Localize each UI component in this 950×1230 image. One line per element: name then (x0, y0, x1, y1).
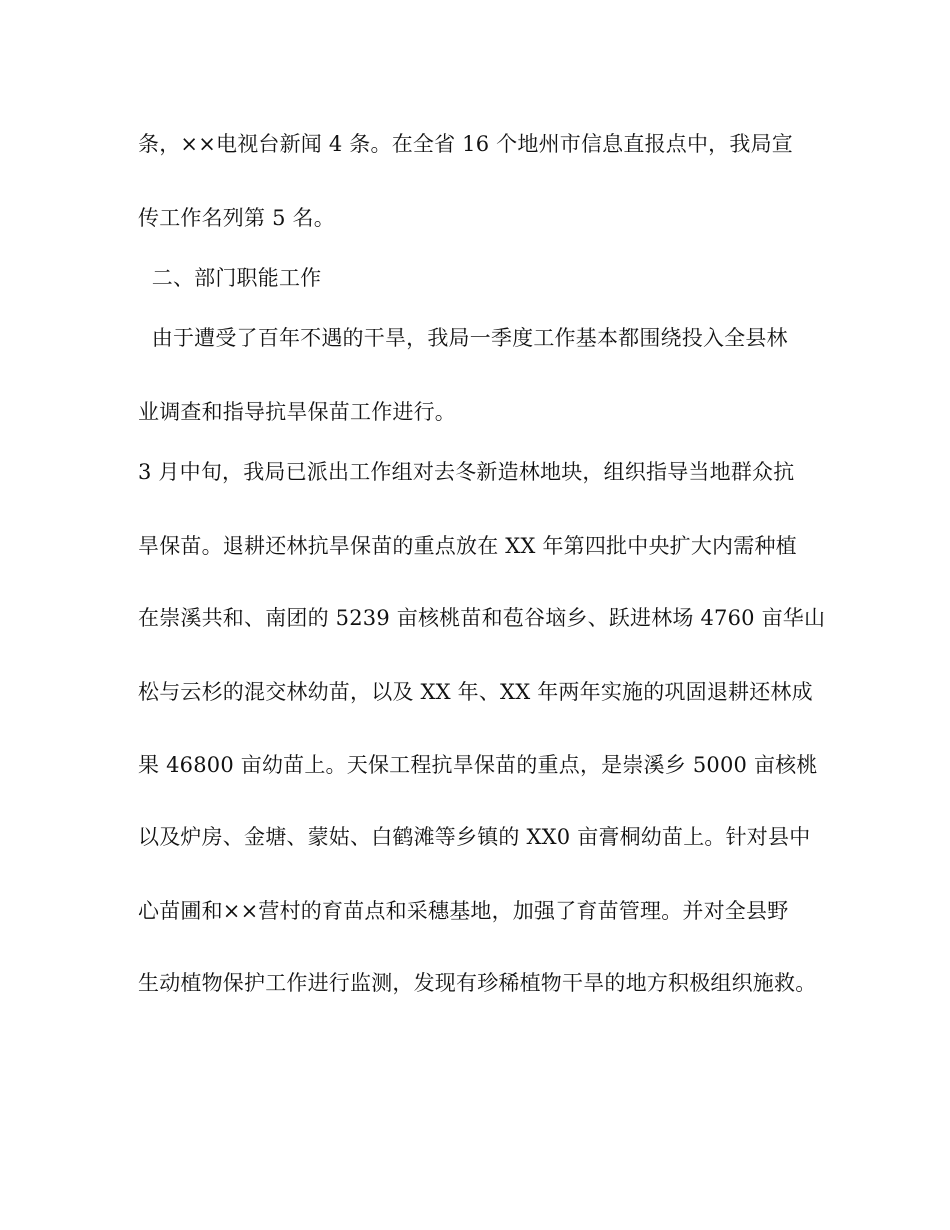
text-line: 生动植物保护工作进行监测，发现有珍稀植物干旱的地方积极组织施救。 (138, 971, 817, 995)
text-line: 果 46800 亩幼苗上。天保工程抗旱保苗的重点，是崇溪乡 5000 亩核桃 (138, 753, 818, 777)
text-line: 旱保苗。退耕还林抗旱保苗的重点放在 XX 年第四批中央扩大内需种植 (138, 534, 797, 558)
text-line: 以及炉房、金塘、蒙姑、白鹤滩等乡镇的 XX0 亩膏桐幼苗上。针对县中 (138, 825, 811, 849)
section-heading: 二、部门职能工作 (138, 266, 322, 290)
text-line: 传工作名列第 5 名。 (138, 206, 335, 230)
text-line: 业调查和指导抗旱保苗工作进行。 (138, 400, 456, 424)
text-line: 条，××电视台新闻 4 条。在全省 16 个地州市信息直报点中，我局宣 (138, 132, 793, 156)
text-line: 3 月中旬，我局已派出工作组对去冬新造林地块，组织指导当地群众抗 (138, 460, 795, 484)
text-line: 由于遭受了百年不遇的干旱，我局一季度工作基本都围绕投入全县林 (138, 326, 788, 350)
text-line: 松与云杉的混交林幼苗，以及 XX 年、XX 年两年实施的巩固退耕还林成 (138, 680, 813, 704)
text-line: 在崇溪共和、南团的 5239 亩核桃苗和苞谷垴乡、跃进林场 4760 亩华山 (138, 606, 826, 630)
text-line: 心苗圃和××营村的育苗点和采穗基地，加强了育苗管理。并对全县野 (138, 899, 789, 923)
